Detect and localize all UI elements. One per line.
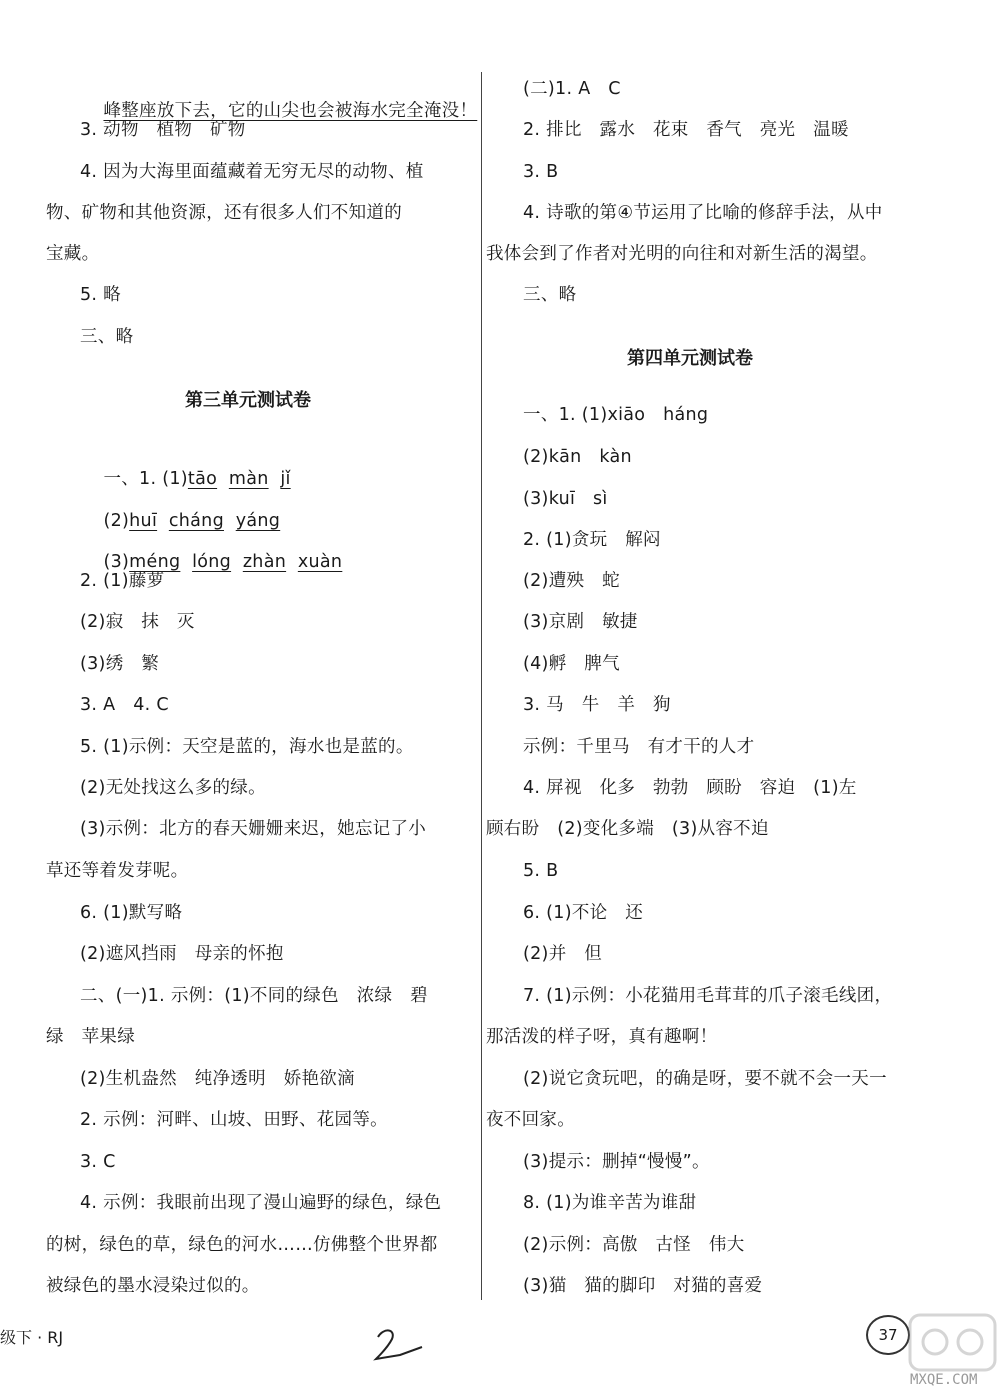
answer-line: (2)寂 抹 灭	[80, 612, 195, 632]
answer-line: 被绿色的墨水浸染过似的。	[46, 1276, 260, 1296]
answer-line: 三、略	[523, 285, 577, 305]
column-divider	[481, 72, 482, 1300]
answer-line: 4. 诗歌的第④节运用了比喻的修辞手法，从中	[523, 203, 883, 223]
answer-line: 6. (1)默写略	[80, 903, 183, 923]
answer-line: 4. 因为大海里面蕴藏着无穷无尽的动物、植	[80, 162, 424, 182]
answer-line: (3)绣 繁	[80, 654, 160, 674]
answer-line: 我体会到了作者对光明的向往和对新生活的渴望。	[486, 244, 878, 264]
page-number: 37	[866, 1315, 910, 1355]
pinyin-line-3: (3)méng lóng zhàn xuàn	[103, 552, 343, 572]
answer-line: 的树，绿色的草，绿色的河水……仿佛整个世界都	[46, 1235, 438, 1255]
answer-line: (3)京剧 敏捷	[523, 612, 638, 632]
answer-line: 一、1. (1)xiāo háng	[523, 405, 709, 425]
answer-line: (3)示例：北方的春天姗姗来迟，她忘记了小	[80, 819, 427, 839]
answer-line: (2)生机盎然 纯净透明 娇艳欲滴	[80, 1069, 355, 1089]
answer-line: 2. (1)藤萝	[80, 571, 165, 591]
answer-line: (2)无处找这么多的绿。	[80, 778, 266, 798]
section-heading-unit4: 第四单元测试卷	[627, 348, 753, 369]
answer-line: 5. B	[523, 861, 559, 881]
answer-line: 3. 动物 植物 矿物	[80, 120, 246, 140]
answer-line: 2. (1)贪玩 解闷	[523, 530, 661, 550]
answer-line: 草还等着发芽呢。	[46, 861, 189, 881]
answer-line: 二、(一)1. 示例：(1)不同的绿色 浓绿 碧	[80, 986, 428, 1006]
answer-line: (3)kuī sì	[523, 489, 608, 509]
answer-line: 3. B	[523, 162, 559, 182]
answer-line: 绿 苹果绿	[46, 1027, 135, 1047]
answer-line: 那活泼的样子呀，真有趣啊！	[486, 1027, 718, 1047]
answer-line: 4. 屏视 化多 勃勃 顾盼 容迫 (1)左	[523, 778, 857, 798]
footer-grade-label: 级下 · RJ	[0, 1328, 64, 1347]
answer-line: 三、略	[80, 327, 134, 347]
answer-line: 3. C	[80, 1152, 116, 1172]
answer-line: 顾右盼 (2)变化多端 (3)从容不迫	[486, 819, 769, 839]
handwritten-scribble	[370, 1325, 430, 1365]
answer-line: 示例：千里马 有才干的人才	[523, 737, 755, 757]
answer-line: (2)遭殃 蛇	[523, 571, 620, 591]
section-heading-unit3: 第三单元测试卷	[185, 390, 311, 411]
answer-line: (2)说它贪玩吧，的确是呀，要不就不会一天一	[523, 1069, 887, 1089]
answer-line: 5. (1)示例：天空是蓝的，海水也是蓝的。	[80, 737, 414, 757]
answer-line: 6. (1)不论 还	[523, 903, 644, 923]
answer-line: 3. 马 牛 羊 狗	[523, 695, 671, 715]
answer-line: 8. (1)为谁辛苦为谁甜	[523, 1193, 697, 1213]
watermark-text: MXQE.COM	[910, 1372, 978, 1388]
answer-line: (2)示例：高傲 古怪 伟大	[523, 1235, 745, 1255]
pinyin-line-2: (2)huī cháng yáng	[103, 511, 281, 531]
answer-line: (二)1. A C	[523, 79, 621, 99]
underlined-text: 峰整座放下去，它的山尖也会被海水完全淹没！	[103, 101, 478, 121]
answer-line: 5. 略	[80, 285, 121, 305]
answer-line: (2)kān kàn	[523, 447, 632, 467]
answer-line: (3)猫 猫的脚印 对猫的喜爱	[523, 1276, 763, 1296]
answer-line: 3. A 4. C	[80, 695, 169, 715]
answer-line: (3)提示：删掉“慢慢”。	[523, 1152, 710, 1172]
answer-line: 2. 示例：河畔、山坡、田野、花园等。	[80, 1110, 388, 1130]
answer-line: 宝藏。	[46, 244, 100, 264]
answer-line: 7. (1)示例：小花猫用毛茸茸的爪子滚毛线团，	[523, 986, 893, 1006]
answer-line: 2. 排比 露水 花束 香气 亮光 温暖	[523, 120, 849, 140]
answer-line: (4)孵 脾气	[523, 654, 620, 674]
answer-line: (2)遮风挡雨 母亲的怀抱	[80, 944, 284, 964]
answer-line: 4. 示例：我眼前出现了漫山遍野的绿色，绿色	[80, 1193, 442, 1213]
pinyin-line-1: 一、1. (1)tāo màn jǐ	[103, 469, 291, 489]
answer-line: 物、矿物和其他资源，还有很多人们不知道的	[46, 203, 402, 223]
answer-line: (2)并 但	[523, 944, 603, 964]
answer-line: 夜不回家。	[486, 1110, 575, 1130]
